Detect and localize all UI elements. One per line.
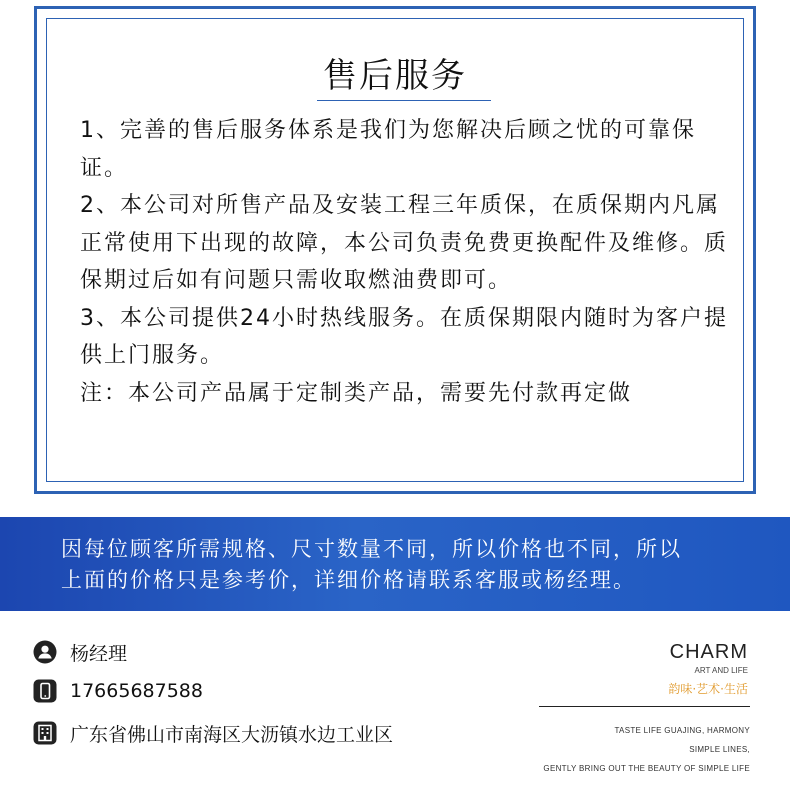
contact-address-row bbox=[33, 719, 393, 747]
brand-chinese-slogan: 韵味·艺术·生活 bbox=[668, 682, 748, 696]
contact-address: 广东省佛山市南海区大沥镇水边工业区 bbox=[70, 723, 394, 746]
contact-name: 杨经理 bbox=[70, 642, 128, 665]
brand-divider bbox=[539, 706, 750, 707]
brand-tagline-3: GENTLY BRING OUT THE BEAUTY OF SIMPLE LIFE bbox=[543, 764, 750, 773]
service-note: 注：本公司产品属于定制类产品，需要先付款再定做 bbox=[80, 380, 633, 406]
user-icon bbox=[33, 640, 57, 664]
contact-phone: 17665687588 bbox=[70, 680, 203, 702]
contact-phone-row bbox=[33, 677, 203, 705]
brand-subtitle: ART AND LIFE bbox=[694, 666, 748, 675]
service-item-3: 3、本公司提供24小时热线服务。在质保期限内随时为客户提供上门服务。 bbox=[80, 305, 728, 368]
phone-icon bbox=[33, 679, 57, 703]
service-item-1: 1、完善的售后服务体系是我们为您解决后顾之忧的可靠保证。 bbox=[80, 118, 696, 181]
title-underline bbox=[317, 100, 491, 101]
contact-name-row bbox=[33, 638, 127, 666]
price-notice-line-1: 因每位顾客所需规格、尺寸数量不同，所以价格也不同，所以 bbox=[61, 537, 682, 561]
price-notice-line-2: 上面的价格只是参考价，详细价格请联系客服或杨经理。 bbox=[61, 568, 636, 592]
service-body bbox=[80, 112, 730, 412]
building-icon bbox=[33, 721, 57, 745]
brand-tagline-2: SIMPLE LINES, bbox=[689, 745, 750, 754]
brand-name: CHARM bbox=[669, 641, 748, 663]
brand-tagline-1: TASTE LIFE GUAJING, HARMONY bbox=[614, 726, 750, 735]
service-title: 售后服务 bbox=[323, 56, 467, 96]
service-item-2: 2、本公司对所售产品及安装工程三年质保，在质保期内凡属正常使用下出现的故障，本公司负责免费更换配件及维修。质保期过后如有问题只需收取燃油费即可。 bbox=[80, 193, 729, 293]
price-notice-text bbox=[61, 534, 761, 596]
price-notice-banner bbox=[0, 517, 790, 611]
